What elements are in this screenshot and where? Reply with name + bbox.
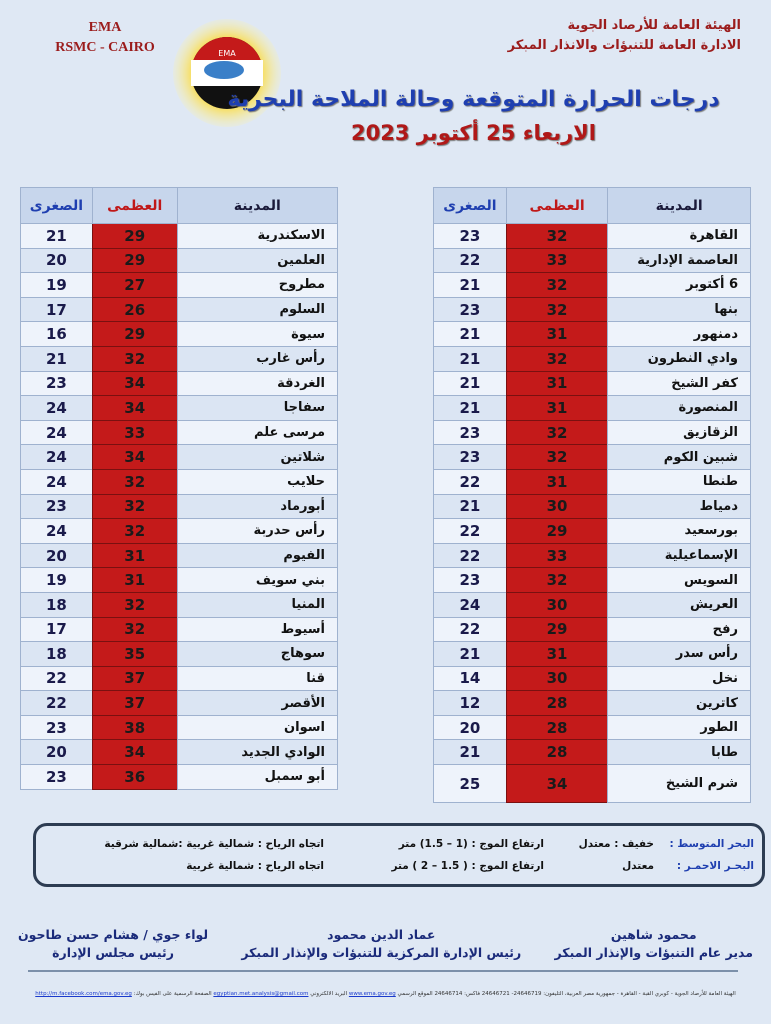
cell-min: 21 <box>434 740 507 765</box>
table-row <box>434 666 751 691</box>
cell-min: 14 <box>434 666 507 691</box>
table-row <box>21 642 338 667</box>
cell-max: 28 <box>506 691 608 716</box>
signature-3 <box>18 926 208 962</box>
cell-min: 22 <box>21 666 93 691</box>
cell-city: بورسعيد <box>608 519 751 544</box>
marine-conditions-box <box>33 823 765 887</box>
table-row <box>21 519 338 544</box>
cell-max: 32 <box>506 224 608 249</box>
column-header-max: العظمى <box>506 188 608 224</box>
cell-min: 16 <box>21 322 93 347</box>
cell-city: بني سويف <box>177 568 337 593</box>
table-row <box>21 371 338 396</box>
rsmc-text: RSMC - CAIRO <box>55 40 155 55</box>
cell-city: الطور <box>608 715 751 740</box>
cell-min: 25 <box>434 765 507 803</box>
cell-max: 32 <box>506 297 608 322</box>
table-row <box>21 224 338 249</box>
table-row <box>434 715 751 740</box>
cell-city: شبين الكوم <box>608 445 751 470</box>
table-row <box>434 224 751 249</box>
table-row <box>434 371 751 396</box>
table-row <box>21 396 338 421</box>
cell-min: 21 <box>434 346 507 371</box>
cell-min: 21 <box>434 396 507 421</box>
table-row <box>434 494 751 519</box>
signature-1 <box>555 926 753 962</box>
column-header-max: العظمى <box>92 188 177 224</box>
table-row <box>21 765 338 790</box>
table-row <box>434 297 751 322</box>
cell-max: 34 <box>92 371 177 396</box>
cell-city: بنها <box>608 297 751 322</box>
cell-min: 22 <box>434 543 507 568</box>
cell-max: 36 <box>92 765 177 790</box>
cell-max: 34 <box>92 396 177 421</box>
email-label: البريد الالكتروني <box>310 991 348 997</box>
cell-min: 21 <box>434 371 507 396</box>
table-row <box>434 420 751 445</box>
cell-city: السويس <box>608 568 751 593</box>
cell-min: 23 <box>21 765 93 790</box>
med-wave: ارتفاع الموج : (1 – 1.5) متر <box>398 838 544 850</box>
cell-max: 32 <box>506 273 608 298</box>
cell-min: 24 <box>21 396 93 421</box>
website-link[interactable]: www.ema.gov.eg <box>348 991 396 997</box>
table-row <box>434 519 751 544</box>
table-row <box>434 469 751 494</box>
cell-min: 22 <box>434 248 507 273</box>
facebook-label: الصفحة الرسمية على الفيس بوك: <box>133 991 212 997</box>
cell-min: 12 <box>434 691 507 716</box>
table-row <box>21 543 338 568</box>
cell-max: 29 <box>92 322 177 347</box>
cell-max: 31 <box>92 543 177 568</box>
cell-min: 23 <box>434 420 507 445</box>
cell-max: 32 <box>92 617 177 642</box>
cell-max: 32 <box>506 568 608 593</box>
cell-max: 29 <box>506 519 608 544</box>
table-row <box>21 420 338 445</box>
table-row <box>434 568 751 593</box>
cell-max: 32 <box>506 346 608 371</box>
cell-min: 22 <box>434 617 507 642</box>
table-row <box>21 346 338 371</box>
table-row <box>434 396 751 421</box>
cell-city: الزقازيق <box>608 420 751 445</box>
left-temperature-table <box>20 187 338 790</box>
table-row <box>21 617 338 642</box>
table-row <box>434 445 751 470</box>
cell-max: 31 <box>92 568 177 593</box>
cell-city: المنصورة <box>608 396 751 421</box>
signature-role: مدير عام التنبؤات والإنذار المبكر <box>554 945 753 960</box>
signature-2 <box>241 926 521 962</box>
email-link[interactable]: egyptian.met.analysis@gmail.com <box>213 991 309 997</box>
cell-city: السلوم <box>177 297 337 322</box>
red-state: معتدل <box>622 860 654 872</box>
cell-city: قنا <box>177 666 337 691</box>
cell-min: 20 <box>21 740 93 765</box>
cell-max: 32 <box>92 494 177 519</box>
cell-min: 23 <box>434 297 507 322</box>
cell-max: 27 <box>92 273 177 298</box>
table-row <box>434 592 751 617</box>
heading-block <box>190 86 757 146</box>
table-row <box>434 273 751 298</box>
cell-city: العريش <box>608 592 751 617</box>
signature-name: محمود شاهين <box>610 927 697 942</box>
cell-city: العاصمة الإدارية <box>608 248 751 273</box>
cell-max: 30 <box>506 494 608 519</box>
cell-city: مطروح <box>177 273 337 298</box>
cell-max: 32 <box>92 346 177 371</box>
cell-city: الاسكندرية <box>177 224 337 249</box>
cell-max: 38 <box>92 715 177 740</box>
cell-max: 31 <box>506 469 608 494</box>
cell-min: 23 <box>21 494 93 519</box>
cell-min: 24 <box>21 420 93 445</box>
table-row <box>434 346 751 371</box>
cell-max: 34 <box>92 740 177 765</box>
cell-max: 32 <box>92 592 177 617</box>
cell-max: 28 <box>506 715 608 740</box>
ema-label <box>40 18 170 58</box>
cell-city: شلاتين <box>177 445 337 470</box>
table-row <box>21 494 338 519</box>
cell-city: رأس غارب <box>177 346 337 371</box>
signature-role: رئيس الإدارة المركزية للتنبؤات والإنذار المبكر <box>241 945 522 960</box>
cell-city: القاهرة <box>608 224 751 249</box>
cell-city: الأقصر <box>177 691 337 716</box>
org-line-2: الادارة العامة للتنبؤات والانذار المبكر <box>507 38 741 53</box>
cell-min: 22 <box>434 469 507 494</box>
divider <box>28 970 738 972</box>
column-header-min: الصغرى <box>434 188 507 224</box>
cell-city: الوادي الجديد <box>177 740 337 765</box>
med-state: خفيف : معتدل <box>578 838 654 850</box>
cell-city: أسيوط <box>177 617 337 642</box>
column-header-min: الصغرى <box>21 188 93 224</box>
cell-max: 28 <box>506 740 608 765</box>
signature-name: عماد الدين محمود <box>327 927 436 942</box>
cell-city: طابا <box>608 740 751 765</box>
table-row <box>434 691 751 716</box>
organization-name <box>508 16 741 56</box>
table-row <box>21 445 338 470</box>
cell-min: 23 <box>434 445 507 470</box>
cell-city: شرم الشيخ <box>608 765 751 803</box>
cell-max: 29 <box>506 617 608 642</box>
cell-min: 21 <box>21 346 93 371</box>
table-row <box>434 642 751 667</box>
footer <box>14 990 757 998</box>
cell-max: 31 <box>506 396 608 421</box>
cell-max: 30 <box>506 666 608 691</box>
facebook-link[interactable]: http://m.facebook.com/ema.gov.eg <box>35 991 132 997</box>
med-wind: اتجاه الرياح : شمالية غربية :شمالية شرقية <box>104 838 324 850</box>
table-row <box>21 568 338 593</box>
cell-city: اسوان <box>177 715 337 740</box>
cell-max: 32 <box>506 420 608 445</box>
signature-role: رئيس مجلس الإدارة <box>52 945 174 960</box>
cell-min: 23 <box>434 224 507 249</box>
table-row <box>434 740 751 765</box>
cell-min: 24 <box>21 519 93 544</box>
table-row <box>434 543 751 568</box>
cell-max: 32 <box>506 445 608 470</box>
cell-min: 18 <box>21 642 93 667</box>
cell-min: 24 <box>434 592 507 617</box>
column-header-city: المدينة <box>177 188 337 224</box>
cell-min: 22 <box>21 691 93 716</box>
cell-min: 21 <box>434 494 507 519</box>
cell-max: 37 <box>92 666 177 691</box>
cell-max: 29 <box>92 224 177 249</box>
cell-min: 19 <box>21 273 93 298</box>
page-title: درجات الحرارة المتوقعة وحالة الملاحة البحرية <box>227 87 720 112</box>
forecast-date: الاربعاء 25 أكتوبر 2023 <box>350 121 597 145</box>
cell-max: 30 <box>506 592 608 617</box>
table-row <box>21 715 338 740</box>
column-header-city: المدينة <box>608 188 751 224</box>
table-row <box>434 765 751 803</box>
cell-min: 19 <box>21 568 93 593</box>
cell-city: أبورماد <box>177 494 337 519</box>
cell-max: 37 <box>92 691 177 716</box>
table-row <box>21 273 338 298</box>
table-row <box>21 469 338 494</box>
cell-max: 32 <box>92 469 177 494</box>
cell-city: رفح <box>608 617 751 642</box>
cell-city: رأس سدر <box>608 642 751 667</box>
cell-city: وادي النطرون <box>608 346 751 371</box>
table-row <box>21 666 338 691</box>
cell-min: 23 <box>21 371 93 396</box>
cell-city: حلايب <box>177 469 337 494</box>
cell-city: رأس حدربة <box>177 519 337 544</box>
org-line-1: الهيئة العامة للأرصاد الجوية <box>567 18 741 33</box>
cell-city: سيوة <box>177 322 337 347</box>
cell-city: الإسماعيلية <box>608 543 751 568</box>
cell-min: 17 <box>21 617 93 642</box>
cell-city: سوهاج <box>177 642 337 667</box>
table-row <box>21 592 338 617</box>
cell-max: 31 <box>506 642 608 667</box>
footer-address: الهيئة العامة للأرصاد الجوية - كوبري القبة - القاهرة - جمهورية مصر العربية، التليفون: 24646719- 24646721 فاكس: 24646714 الموقع الرسمي <box>397 991 736 997</box>
cell-max: 33 <box>506 248 608 273</box>
table-row <box>434 248 751 273</box>
cell-min: 21 <box>434 322 507 347</box>
cell-max: 33 <box>92 420 177 445</box>
cell-min: 23 <box>434 568 507 593</box>
table-row <box>434 322 751 347</box>
cell-min: 18 <box>21 592 93 617</box>
cell-city: أبو سمبل <box>177 765 337 790</box>
cell-max: 32 <box>92 519 177 544</box>
right-temperature-table <box>433 187 751 803</box>
cell-max: 34 <box>92 445 177 470</box>
cell-city: كاترين <box>608 691 751 716</box>
red-wave: ارتفاع الموج : ( 1.5 – 2 ) متر <box>391 860 544 872</box>
cell-city: كفر الشيخ <box>608 371 751 396</box>
cell-city: سفاجا <box>177 396 337 421</box>
cell-min: 23 <box>21 715 93 740</box>
table-row <box>21 740 338 765</box>
red-sea-row <box>44 857 754 875</box>
cell-city: العلمين <box>177 248 337 273</box>
cell-min: 21 <box>434 273 507 298</box>
cell-city: دمنهور <box>608 322 751 347</box>
cell-max: 29 <box>92 248 177 273</box>
red-wind: اتجاه الرياح : شمالية غربية <box>186 860 324 872</box>
cell-min: 21 <box>434 642 507 667</box>
med-label: البحر المتوسط : <box>669 838 754 850</box>
cell-min: 20 <box>21 248 93 273</box>
table-row <box>21 691 338 716</box>
cell-max: 35 <box>92 642 177 667</box>
cell-min: 24 <box>21 469 93 494</box>
cell-city: مرسى علم <box>177 420 337 445</box>
table-row <box>21 248 338 273</box>
cell-max: 31 <box>506 322 608 347</box>
signature-name: لواء جوي / هشام حسن طاحون <box>18 927 209 942</box>
logo-text: EMA <box>218 49 236 58</box>
cell-max: 26 <box>92 297 177 322</box>
cell-city: طنطا <box>608 469 751 494</box>
cell-city: نخل <box>608 666 751 691</box>
cell-city: الفيوم <box>177 543 337 568</box>
cell-max: 33 <box>506 543 608 568</box>
signatures <box>18 926 753 962</box>
cell-min: 20 <box>434 715 507 740</box>
cell-max: 31 <box>506 371 608 396</box>
cell-min: 21 <box>21 224 93 249</box>
cell-min: 24 <box>21 445 93 470</box>
cell-min: 20 <box>21 543 93 568</box>
table-row <box>21 297 338 322</box>
cell-min: 17 <box>21 297 93 322</box>
cell-min: 22 <box>434 519 507 544</box>
red-label: البحـر الاحمـر : <box>676 860 754 872</box>
cell-city: دمياط <box>608 494 751 519</box>
mediterranean-row <box>44 835 754 853</box>
table-row <box>21 322 338 347</box>
cell-max: 34 <box>506 765 608 803</box>
cell-city: 6 أكتوبر <box>608 273 751 298</box>
cell-city: المنيا <box>177 592 337 617</box>
table-row <box>434 617 751 642</box>
cell-city: الغردقة <box>177 371 337 396</box>
ema-text: EMA <box>88 20 122 35</box>
